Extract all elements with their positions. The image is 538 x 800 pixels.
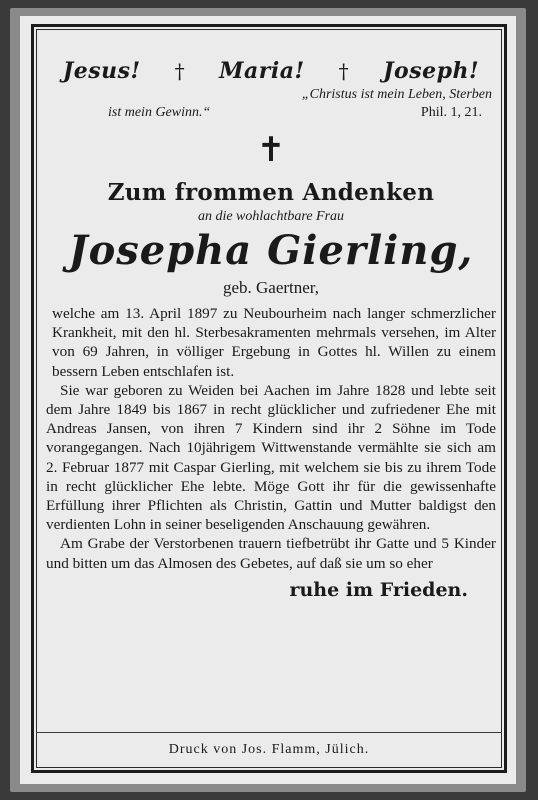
- paragraph-death: welche am 13. April 1897 zu Neubourheim nach langer schmerzlicher Krankheit, mit den hl. Sterbesakramenten mehrmals versehen, im Alter von 69 Jahren, in völliger Ergebung in Gottes hl. Willen zu einem bessern Leben entschlafen ist.: [52, 305, 496, 380]
- subheading: an die wohlachtbare Frau: [197, 209, 345, 224]
- cross-icon: †: [174, 59, 186, 83]
- paragraph-life: Sie war geboren zu Weiden bei Aachen im Jahre 1828 und lebte seit dem Jahre 1849 bis 1867 in recht glücklicher und zufriedener Ehe mit Andreas Jansen, von ihren 7 Kindern sind ihr 2 Söhne im Tode vorangegangen. Nach 10jährigem Wittwenstande vermählte sie sich am 2. Februar 1877 mit Caspar Gierling, mit welchem sie bis zu ihrem Tode in recht glücklicher Ehe lebte. Möge Gott ihr für die gewissenhafte Erfüllung ihrer Pflichten als Christin, Gattin und Mutter baldigst den verdienten Lohn in seiner beseligenden Anschauung gewähren.: [46, 381, 496, 534]
- maiden-name: geb. Gaertner,: [222, 278, 320, 297]
- invocation-joseph: Joseph!: [383, 58, 480, 84]
- deceased-name: Josepha Gierling,: [68, 227, 474, 274]
- obituary-text: [46, 304, 496, 573]
- footer-divider: [36, 732, 502, 733]
- quote-reference: Phil. 1, 21.: [420, 105, 482, 120]
- card-content: [46, 56, 496, 605]
- paragraph-mourning: Am Grabe der Verstorbenen trauern tiefbetrübt ihr Gatte und 5 Kinder und bitten um das Almosen des Gebetes, auf daß sie um so eher: [46, 535, 496, 572]
- quote-line-1: „Christus ist mein Leben, Sterben: [301, 87, 492, 102]
- cross-icon: †: [338, 59, 350, 83]
- closing-phrase: ruhe im Frieden.: [289, 578, 468, 601]
- page-title: Zum frommen Andenken: [107, 179, 435, 206]
- invocation-maria: Maria!: [219, 58, 305, 84]
- quote-line-2: ist mein Gewinn.“: [108, 105, 211, 120]
- invocation-jesus: Jesus!: [62, 58, 141, 84]
- invocation-line: [46, 56, 496, 86]
- printer-credit: Druck von Jos. Flamm, Jülich.: [168, 742, 370, 757]
- ornament-cross-icon: ✝: [256, 130, 286, 170]
- bible-quote: [46, 86, 496, 124]
